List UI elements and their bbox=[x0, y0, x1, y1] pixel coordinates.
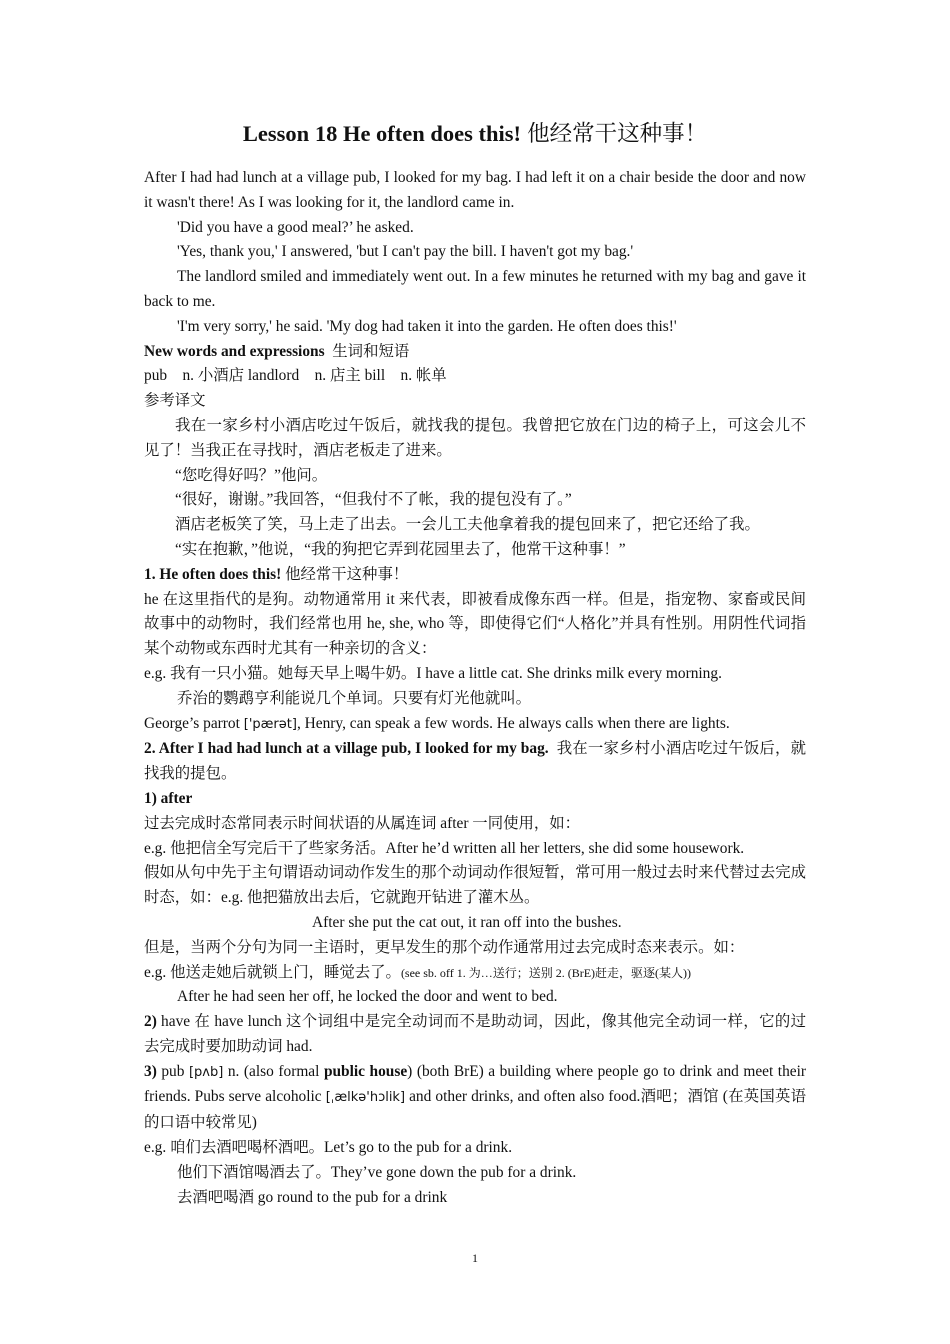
story-paragraph-5: 'I'm very sorry,' he said. 'My dog had taken it into the garden. He often does this!' bbox=[177, 317, 677, 335]
note2-sub3-text-b: n. (also formal bbox=[223, 1062, 324, 1080]
note2-sub1-example-2: After she put the cat out, it ran off into the bushes. bbox=[312, 913, 622, 931]
note2-sub3-text-c: ) (both BrE) a building where people go to drink and meet their friends. Pubs serve alcoholic bbox=[144, 1062, 807, 1106]
note2-sub3-example-2: 他们下酒馆喝酒去了。They’ve gone down the pub for a drink. bbox=[177, 1163, 577, 1181]
document-body bbox=[144, 166, 806, 1210]
note2-sub1-example-3-cn: e.g. 他送走她后就锁上门，睡觉去了。 bbox=[144, 963, 401, 981]
note1-heading bbox=[144, 563, 806, 588]
note2-heading bbox=[144, 737, 806, 787]
see-off-note: (see sb. off 1. 为…送行；送别 2. (BrE)赶走，驱逐(某人)) bbox=[400, 965, 692, 980]
note1-example-2-en-b: , Henry, can speak a few words. He always calls when there are lights. bbox=[296, 714, 730, 732]
note1-heading-cn: 他经常干这种事！ bbox=[285, 565, 409, 583]
lesson-title-cn: 他经常干这种事！ bbox=[527, 121, 708, 146]
translation-paragraph-1: 我在一家乡村小酒店吃过午饭后，就找我的提包。我曾把它放在门边的椅子上，可这会儿不见了！当我正在寻找时，酒店老板走了进来。 bbox=[144, 416, 806, 459]
note2-sub3-example-1: e.g. 咱们去酒吧喝杯酒吧。Let’s go to the pub for a drink. bbox=[144, 1139, 513, 1157]
translation-paragraph-5: “实在抱歉，”他说，“我的狗把它弄到花园里去了，他常干这种事！” bbox=[175, 540, 626, 558]
note2-heading-cn: 我在一家乡村小酒店吃过午饭后，就找我的提包。 bbox=[144, 740, 806, 783]
note2-sub1-body: 过去完成时态常同表示时间状语的从属连词 after 一同使用，如： bbox=[144, 814, 581, 832]
story-paragraph-3: 'Yes, thank you,' I answered, 'but I can't pay the bill. I haven't got my bag.' bbox=[177, 243, 634, 261]
story-paragraph-1: After I had had lunch at a village pub, I looked for my bag. I had left it on a chair beside the door and now it wasn't there! As I was looking for it, the landlord came in. bbox=[144, 169, 806, 211]
vocab-heading bbox=[144, 340, 806, 365]
page-number: 1 bbox=[472, 1251, 478, 1265]
note1-heading-en: 1. He often does this! bbox=[144, 565, 282, 583]
note2-sub2-number: 2) bbox=[144, 1013, 157, 1031]
note2-sub3-text-d: and other drinks, and often also food.酒吧；酒馆 (在英国英语的口语中较常见) bbox=[144, 1088, 806, 1132]
public-house-term: public house bbox=[323, 1062, 408, 1080]
alcoholic-phonetic: [ˌælkə'hɔlik] bbox=[325, 1090, 406, 1106]
translation-paragraph-4: 酒店老板笑了笑，马上走了出去。一会儿工夫他拿着我的提包回来了，把它还给了我。 bbox=[175, 516, 760, 534]
note2-sub1-heading: 1) after bbox=[144, 789, 193, 807]
note2-sub3-number: 3) bbox=[144, 1062, 157, 1080]
note2-sub2 bbox=[144, 1010, 806, 1060]
note2-heading-en: 2. After I had had lunch at a village pub, I looked for my bag. bbox=[144, 740, 549, 758]
note2-sub1-example-1: e.g. 他把信全写完后干了些家务活。After he’d written all her letters, she did some housework. bbox=[144, 839, 745, 857]
story-paragraph-4: The landlord smiled and immediately went out. In a few minutes he returned with my bag and gave it back to me. bbox=[144, 268, 806, 310]
translation-paragraph-3: “很好，谢谢。”我回答，“但我付不了帐，我的提包没有了。” bbox=[175, 491, 572, 509]
vocab-heading-en: New words and expressions bbox=[144, 342, 325, 360]
note2-sub3-text-a: pub bbox=[156, 1062, 189, 1080]
lesson-title bbox=[0, 116, 950, 148]
translation-heading: 参考译文 bbox=[144, 392, 206, 410]
note1-body: he 在这里指代的是狗。动物通常用 it 来代表，即被看成像东西一样。但是，指宠物、家畜或民间故事中的动物时，我们经常也用 he, she, who 等，即使得它们“人格化”并具有性别。用阴性代词指某个动物或东西时尤其有一种亲切的含义： bbox=[144, 590, 806, 658]
note1-example-2-cn: 乔治的鹦鹉亨利能说几个单词。只要有灯光他就叫。 bbox=[177, 689, 531, 707]
story-paragraph-2: 'Did you have a good meal?’ he asked. bbox=[177, 218, 414, 236]
note1-example-2-en bbox=[144, 712, 806, 738]
vocab-line: pub n. 小酒店 landlord n. 店主 bill n. 帐单 bbox=[144, 367, 447, 385]
note1-example-1: e.g. 我有一只小猫。她每天早上喝牛奶。I have a little cat. She drinks milk every morning. bbox=[144, 664, 722, 682]
lesson-title-en: Lesson 18 He often does this! bbox=[242, 121, 522, 146]
note1-example-2-en-a: George’s parrot bbox=[144, 714, 240, 732]
vocab-heading-cn: 生词和短语 bbox=[332, 342, 410, 360]
note2-sub1-example-3 bbox=[144, 961, 806, 986]
parrot-phonetic: ['pærət] bbox=[243, 716, 297, 732]
note2-sub3 bbox=[144, 1060, 806, 1136]
note2-sub1-body-2: 假如从句中先于主句谓语动词动作发生的那个动词动作很短暂，常可用一般过去时来代替过去完成时态，如：e.g. 他把猫放出去后，它就跑开钻进了灌木丛。 bbox=[144, 864, 806, 907]
note2-sub1-example-3-en: After he had seen her off, he locked the door and went to bed. bbox=[177, 988, 558, 1006]
note2-sub1-body-3: 但是，当两个分句为同一主语时，更早发生的那个动作通常用过去完成时态来表示。如： bbox=[144, 938, 745, 956]
pub-phonetic: [pʌb] bbox=[188, 1064, 224, 1080]
translation-paragraph-2: “您吃得好吗？”他问。 bbox=[175, 466, 328, 484]
note2-sub2-body: have 在 have lunch 这个词组中是完全动词而不是助动词，因此，像其他完全动词一样，它的过去完成时要加助动词 had. bbox=[144, 1013, 806, 1055]
note2-sub3-example-3: 去酒吧喝酒 go round to the pub for a drink bbox=[177, 1188, 448, 1206]
